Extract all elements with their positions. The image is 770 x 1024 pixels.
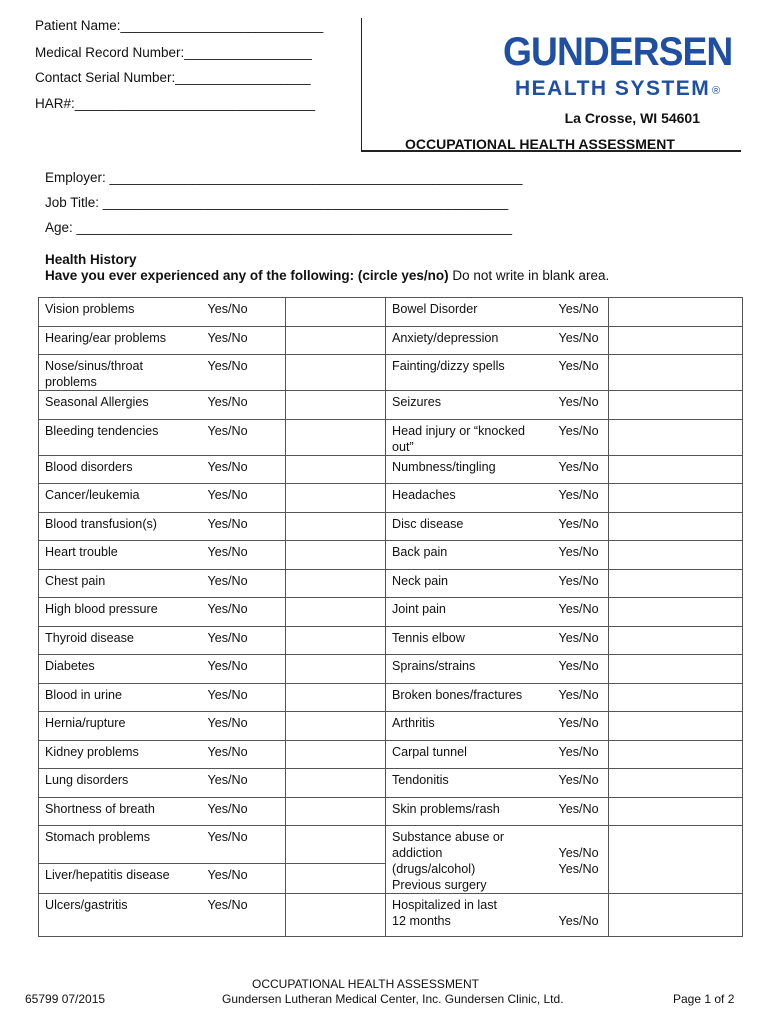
condition-label: Head injury or “knocked out” (386, 419, 553, 455)
condition-label: Blood in urine (39, 683, 202, 712)
condition-label: Nose/sinus/throat problems (39, 355, 202, 391)
health-history-title: Health History (45, 252, 137, 267)
blank-area (609, 569, 743, 598)
blank-area (286, 769, 386, 798)
table-row (39, 769, 743, 798)
yes-no-option[interactable]: Yes/No (202, 326, 286, 355)
yes-no-option[interactable]: Yes/No (202, 740, 286, 769)
table-row (39, 326, 743, 355)
blank-area (286, 391, 386, 420)
blank-area (286, 598, 386, 627)
employer-field[interactable]: Employer: _______________________________________________________ (45, 170, 523, 185)
yes-no-option[interactable]: Yes/No (553, 355, 609, 391)
condition-label: Hearing/ear problems (39, 326, 202, 355)
blank-area (286, 655, 386, 684)
condition-label (386, 894, 553, 937)
yes-no-option[interactable]: Yes/No (202, 419, 286, 455)
condition-label: Chest pain (39, 569, 202, 598)
yes-no-option[interactable]: Yes/No (553, 797, 609, 826)
condition-label: Heart trouble (39, 541, 202, 570)
yes-no-option[interactable]: Yes/No (202, 626, 286, 655)
footer-organizations: Gundersen Lutheran Medical Center, Inc. Gundersen Clinic, Ltd. (222, 992, 564, 1006)
condition-label: Arthritis (386, 712, 553, 741)
blank-area (609, 326, 743, 355)
condition-label: Blood disorders (39, 455, 202, 484)
header-divider-vertical (361, 18, 362, 150)
condition-label: Joint pain (386, 598, 553, 627)
blank-area (609, 541, 743, 570)
blank-area (609, 894, 743, 937)
yes-no-option[interactable]: Yes/No (202, 769, 286, 798)
table-row (39, 894, 743, 937)
yes-no-option[interactable]: Yes/No (553, 683, 609, 712)
har-field[interactable]: HAR#:________________________________ (35, 96, 316, 111)
condition-label: Headaches (386, 484, 553, 513)
yes-no-option[interactable]: Yes/No (202, 863, 286, 893)
table-row (39, 712, 743, 741)
condition-label: Bleeding tendencies (39, 419, 202, 455)
yes-no-option[interactable]: Yes/No (553, 626, 609, 655)
blank-area (286, 455, 386, 484)
blank-area (609, 683, 743, 712)
yes-no-option[interactable]: Yes/No (202, 655, 286, 684)
condition-label: Fainting/dizzy spells (386, 355, 553, 391)
condition-label: Thyroid disease (39, 626, 202, 655)
yes-no-option[interactable]: Yes/No (553, 455, 609, 484)
yes-no-option-cell (553, 826, 609, 894)
condition-label: Cancer/leukemia (39, 484, 202, 513)
yes-no-option[interactable]: Yes/No (553, 712, 609, 741)
blank-area (286, 298, 386, 327)
yes-no-option[interactable]: Yes/No (553, 740, 609, 769)
condition-label-line: Previous surgery (392, 878, 487, 892)
condition-label: High blood pressure (39, 598, 202, 627)
yes-no-option[interactable]: Yes/No (553, 326, 609, 355)
blank-area (609, 355, 743, 391)
condition-label: Neck pain (386, 569, 553, 598)
blank-area (286, 894, 386, 937)
yes-no-option[interactable]: Yes/No (558, 914, 599, 928)
table-row (39, 826, 743, 864)
yes-no-option[interactable]: Yes/No (202, 484, 286, 513)
blank-area (609, 419, 743, 455)
blank-area (609, 512, 743, 541)
yes-no-option[interactable]: Yes/No (202, 455, 286, 484)
blank-area (286, 512, 386, 541)
footer-title: OCCUPATIONAL HEALTH ASSESSMENT (252, 977, 479, 991)
blank-area (286, 712, 386, 741)
table-row (39, 484, 743, 513)
blank-area (286, 826, 386, 864)
condition-label: Shortness of breath (39, 797, 202, 826)
form-number: 65799 07/2015 (25, 992, 106, 1006)
condition-label: Back pain (386, 541, 553, 570)
blank-area (286, 683, 386, 712)
yes-no-option[interactable]: Yes/No (553, 512, 609, 541)
health-history-question-note: Do not write in blank area. (448, 268, 610, 283)
yes-no-option[interactable]: Yes/No (558, 846, 599, 860)
health-history-question-bold: Have you ever experienced any of the following: (circle yes/no) (45, 268, 449, 283)
condition-label: Hernia/rupture (39, 712, 202, 741)
table-row (39, 298, 743, 327)
blank-area (286, 797, 386, 826)
condition-label: Ulcers/gastritis (39, 894, 202, 937)
blank-area (286, 569, 386, 598)
condition-label: Broken bones/fractures (386, 683, 553, 712)
condition-label: Disc disease (386, 512, 553, 541)
yes-no-option[interactable]: Yes/No (553, 298, 609, 327)
condition-label: Liver/hepatitis disease (39, 863, 202, 893)
city-address: La Crosse, WI 54601 (564, 110, 700, 126)
condition-label-line: Substance abuse or addiction (392, 830, 505, 860)
condition-label: Lung disorders (39, 769, 202, 798)
health-history-question (45, 268, 609, 283)
yes-no-option[interactable]: Yes/No (553, 484, 609, 513)
yes-no-option[interactable]: Yes/No (558, 862, 599, 876)
blank-area (609, 484, 743, 513)
blank-area (286, 541, 386, 570)
table-row (39, 455, 743, 484)
condition-label-line: (drugs/alcohol) (392, 862, 476, 876)
yes-no-option[interactable]: Yes/No (202, 391, 286, 420)
yes-no-option[interactable]: Yes/No (553, 541, 609, 570)
yes-no-option[interactable]: Yes/No (202, 598, 286, 627)
yes-no-option[interactable]: Yes/No (202, 569, 286, 598)
table-row (39, 569, 743, 598)
table-row (39, 626, 743, 655)
blank-area (286, 419, 386, 455)
patient-name-field[interactable]: Patient Name:___________________________ (35, 18, 324, 33)
condition-label (386, 826, 553, 894)
yes-no-option[interactable]: Yes/No (202, 298, 286, 327)
table-row (39, 655, 743, 684)
condition-label: Kidney problems (39, 740, 202, 769)
condition-label: Skin problems/rash (386, 797, 553, 826)
blank-area (609, 826, 743, 894)
health-history-table (38, 297, 743, 937)
condition-label: Seasonal Allergies (39, 391, 202, 420)
blank-area (609, 598, 743, 627)
yes-no-option[interactable]: Yes/No (202, 683, 286, 712)
condition-label: Numbness/tingling (386, 455, 553, 484)
blank-area (609, 455, 743, 484)
condition-label: Tendonitis (386, 769, 553, 798)
yes-no-option[interactable]: Yes/No (202, 894, 286, 937)
yes-no-option[interactable]: Yes/No (202, 541, 286, 570)
contact-serial-number-field[interactable]: Contact Serial Number:__________________ (35, 70, 311, 85)
yes-no-option[interactable]: Yes/No (553, 419, 609, 455)
blank-area (286, 626, 386, 655)
blank-area (609, 740, 743, 769)
table-row (39, 740, 743, 769)
condition-label: Seizures (386, 391, 553, 420)
blank-area (286, 355, 386, 391)
condition-label: Blood transfusion(s) (39, 512, 202, 541)
yes-no-option[interactable]: Yes/No (553, 391, 609, 420)
yes-no-option[interactable]: Yes/No (202, 797, 286, 826)
logo-registered-mark: ® (712, 85, 721, 97)
table-row (39, 355, 743, 391)
condition-label: Sprains/strains (386, 655, 553, 684)
logo-health-system: HEALTH SYSTEM (515, 77, 711, 100)
yes-no-option[interactable]: Yes/No (553, 598, 609, 627)
yes-no-option[interactable]: Yes/No (553, 769, 609, 798)
condition-label: Vision problems (39, 298, 202, 327)
yes-no-option[interactable]: Yes/No (202, 355, 286, 391)
condition-label-line: Hospitalized in last (392, 898, 497, 912)
table-row (39, 598, 743, 627)
blank-area (609, 712, 743, 741)
page-number: Page 1 of 2 (673, 992, 735, 1006)
blank-area (286, 740, 386, 769)
yes-no-option[interactable]: Yes/No (202, 712, 286, 741)
condition-label: Tennis elbow (386, 626, 553, 655)
medical-record-number-field[interactable]: Medical Record Number:_________________ (35, 45, 312, 60)
condition-label: Anxiety/depression (386, 326, 553, 355)
table-row (39, 541, 743, 570)
blank-area (609, 797, 743, 826)
table-row (39, 512, 743, 541)
condition-label-line: 12 months (392, 914, 451, 928)
table-row (39, 683, 743, 712)
age-field[interactable]: Age: __________________________________________________________ (45, 220, 512, 235)
table-row (39, 391, 743, 420)
table-row (39, 797, 743, 826)
yes-no-option[interactable]: Yes/No (553, 655, 609, 684)
blank-area (609, 769, 743, 798)
yes-no-option[interactable]: Yes/No (202, 826, 286, 864)
blank-area (286, 484, 386, 513)
yes-no-option[interactable]: Yes/No (553, 569, 609, 598)
blank-area (609, 298, 743, 327)
condition-label: Carpal tunnel (386, 740, 553, 769)
form-title: OCCUPATIONAL HEALTH ASSESSMENT (405, 136, 675, 152)
blank-area (609, 655, 743, 684)
yes-no-option[interactable]: Yes/No (202, 512, 286, 541)
condition-label: Bowel Disorder (386, 298, 553, 327)
job-title-field[interactable]: Job Title: ______________________________________________________ (45, 195, 509, 210)
yes-no-option-cell (553, 894, 609, 937)
blank-area (609, 626, 743, 655)
logo-gundersen: GUNDERSEN (503, 30, 733, 74)
table-row (39, 419, 743, 455)
blank-area (609, 391, 743, 420)
blank-area (286, 326, 386, 355)
blank-area (286, 863, 386, 893)
condition-label: Stomach problems (39, 826, 202, 864)
condition-label: Diabetes (39, 655, 202, 684)
